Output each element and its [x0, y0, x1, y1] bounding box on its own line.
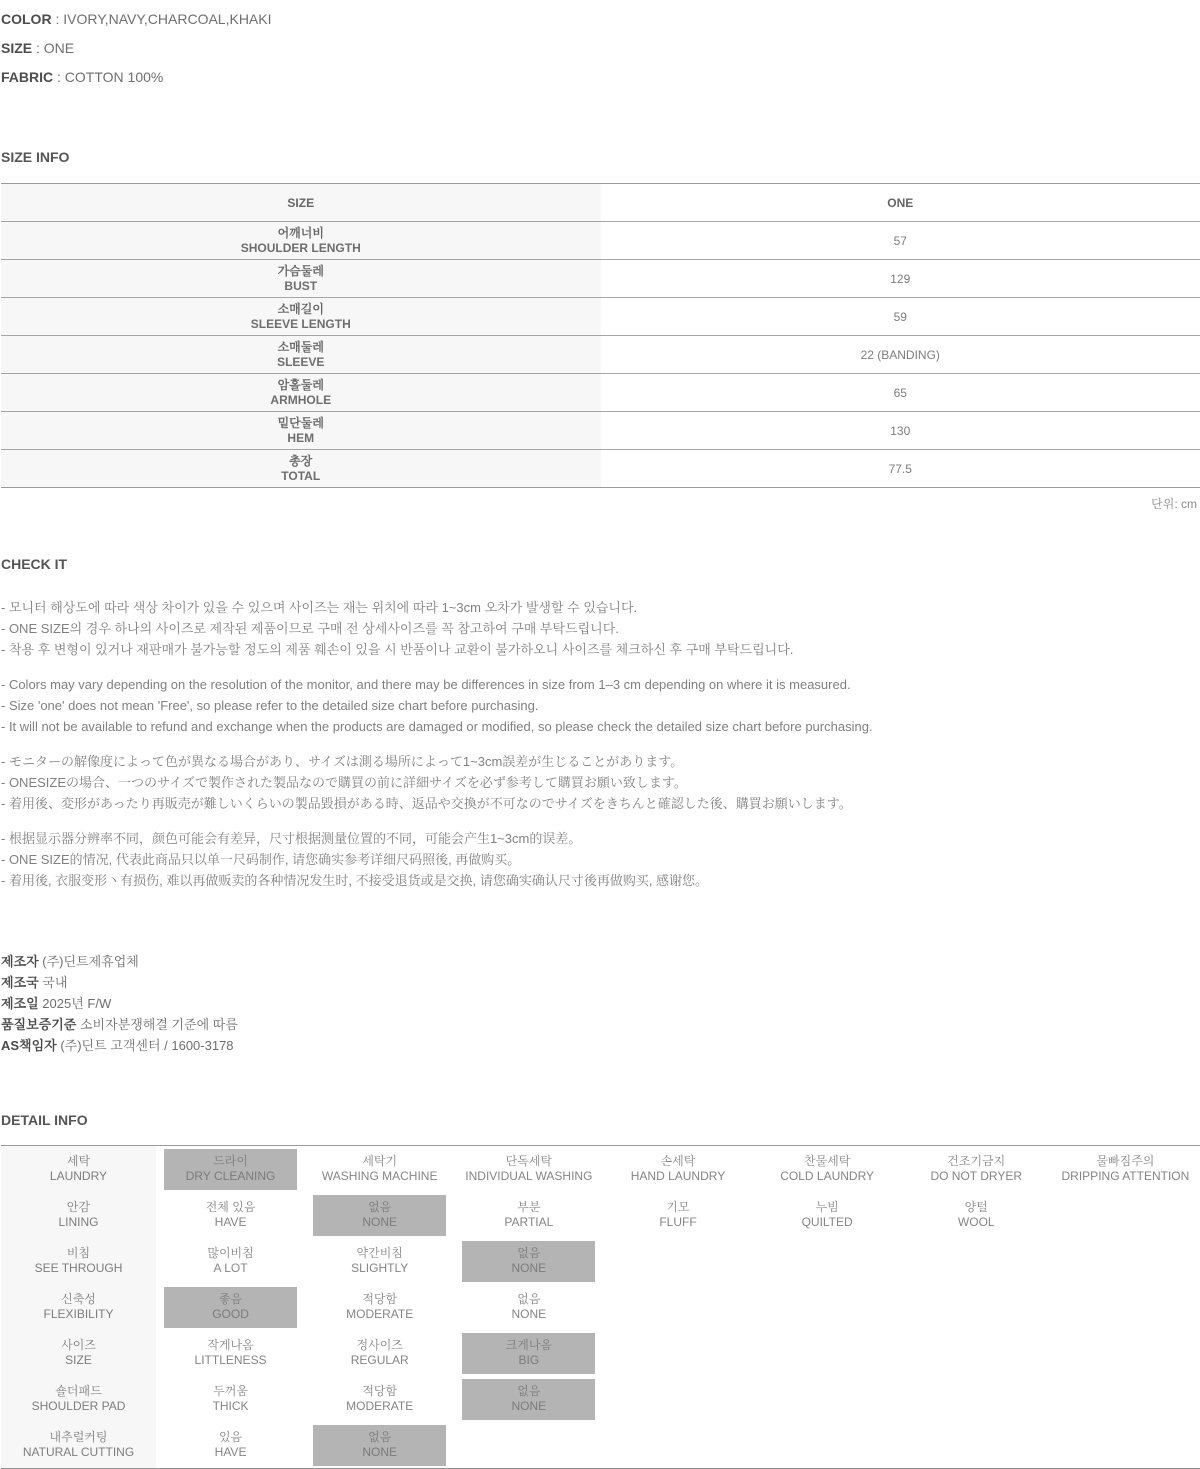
size-row-label-en: ARMHOLE — [1, 393, 601, 408]
detail-row-label-kr: 사이즈 — [61, 1338, 96, 1353]
detail-table-cell — [603, 1284, 752, 1330]
detail-table-cell — [156, 1330, 305, 1376]
detail-option-kr: 전체 있음 — [206, 1200, 256, 1215]
detail-table-cell — [603, 1238, 752, 1284]
detail-table-cell — [753, 1238, 902, 1284]
detail-info-table — [1, 1145, 1200, 1469]
detail-option-kr: 있음 — [219, 1430, 242, 1445]
size-row-label-en: HEM — [1, 431, 601, 446]
detail-table-row — [1, 1284, 1200, 1330]
check-it-notes — [1, 597, 1200, 891]
detail-option-en: BIG — [519, 1353, 540, 1368]
manufacturer-label: 품질보증기준 — [1, 1017, 76, 1032]
detail-option — [611, 1195, 744, 1236]
detail-row-label-kr: 내추럴커팅 — [50, 1430, 108, 1445]
manufacturer-info — [1, 951, 1200, 1056]
detail-option — [910, 1195, 1043, 1236]
detail-row-label-kr: 세탁 — [67, 1154, 90, 1169]
size-row-value-text: 22 (BANDING) — [601, 348, 1200, 362]
size-row-label — [1, 222, 601, 260]
detail-option-en: WASHING MACHINE — [322, 1169, 438, 1184]
size-row-label-kr: 밑단둘레 — [1, 416, 601, 431]
detail-option-selected — [313, 1195, 446, 1236]
check-it-paragraph — [1, 674, 1200, 737]
detail-table-row — [1, 1146, 1200, 1192]
detail-row-label-en: NATURAL CUTTING — [23, 1445, 134, 1460]
detail-option-en: NONE — [362, 1215, 397, 1230]
size-row-label — [1, 260, 601, 298]
detail-row-label — [1, 1192, 156, 1238]
size-table-row — [1, 260, 1200, 298]
size-table-row — [1, 222, 1200, 260]
detail-option-en: FLUFF — [659, 1215, 696, 1230]
size-table-row — [1, 298, 1200, 336]
size-table-header-one: ONE — [601, 184, 1200, 222]
manufacturer-label: AS책임자 — [1, 1038, 57, 1053]
detail-table-cell — [603, 1192, 752, 1238]
manufacturer-line: 제조일 2025년 F/W — [1, 993, 1200, 1014]
detail-option-en: NONE — [512, 1399, 547, 1414]
size-row-value-text: 65 — [601, 386, 1200, 400]
manufacturer-line: 제조국 국내 — [1, 972, 1200, 993]
detail-option-selected — [164, 1287, 297, 1328]
detail-option — [459, 1149, 598, 1190]
check-it-line: - ONE SIZE의 경우 하나의 사이즈로 제작된 제품이므로 구매 전 상세사이즈를 꼭 참고하여 구매 부탁드립니다. — [1, 618, 1200, 639]
detail-row-label-kr: 신축성 — [61, 1292, 96, 1307]
check-it-line: - 着用後、変形があったり再販売が難しいくらいの製品毀損がある時、返品や交換が不可なのでサイズをきちんと確認した後、購買お願いします。 — [1, 793, 1200, 814]
detail-option-en: QUILTED — [802, 1215, 853, 1230]
size-row-value-text: 57 — [601, 234, 1200, 248]
check-it-paragraph — [1, 597, 1200, 660]
size-row-value — [601, 450, 1200, 488]
detail-option — [1056, 1149, 1196, 1190]
size-row-label-en: BUST — [1, 279, 601, 294]
size-row-value — [601, 336, 1200, 374]
detail-table-cell — [305, 1146, 454, 1192]
detail-option — [313, 1149, 446, 1190]
size-table — [1, 183, 1200, 488]
detail-table-cell — [156, 1422, 305, 1468]
detail-option — [164, 1425, 297, 1466]
detail-option-kr: 정사이즈 — [357, 1338, 403, 1353]
detail-option — [761, 1149, 894, 1190]
manufacturer-label: 제조자 — [1, 954, 39, 969]
detail-option-kr: 두꺼움 — [213, 1384, 248, 1399]
detail-option-kr: 손세탁 — [661, 1154, 696, 1169]
size-row-label — [1, 336, 601, 374]
detail-table-cell — [902, 1376, 1051, 1422]
detail-table-cell — [305, 1284, 454, 1330]
size-row-value — [601, 374, 1200, 412]
detail-option-kr: 작게나옴 — [207, 1338, 253, 1353]
detail-table-cell — [902, 1330, 1051, 1376]
detail-row-label-en: SHOULDER PAD — [32, 1399, 126, 1414]
detail-option-en: COLD LAUNDRY — [780, 1169, 874, 1184]
detail-option-kr: 없음 — [517, 1384, 540, 1399]
detail-table-row — [1, 1238, 1200, 1284]
detail-table-cell — [603, 1146, 752, 1192]
detail-row-label-en: LAUNDRY — [50, 1169, 107, 1184]
size-row-label — [1, 374, 601, 412]
detail-option-kr: 단독세탁 — [506, 1154, 552, 1169]
detail-table-row — [1, 1192, 1200, 1238]
detail-table-cell — [1051, 1238, 1200, 1284]
size-row-label-en: SLEEVE — [1, 355, 601, 370]
detail-option-kr: 누빔 — [816, 1200, 839, 1215]
size-row-value — [601, 260, 1200, 298]
detail-table-cell — [753, 1192, 902, 1238]
detail-option-kr: 많이비침 — [207, 1246, 253, 1261]
size-row-label-en: SHOULDER LENGTH — [1, 241, 601, 256]
detail-option-selected — [462, 1379, 595, 1420]
detail-option-selected — [462, 1333, 595, 1374]
check-it-line: - Size 'one' does not mean 'Free', so please refer to the detailed size chart before purchasing. — [1, 695, 1200, 716]
detail-option-en: THICK — [213, 1399, 249, 1414]
detail-table-cell — [902, 1238, 1051, 1284]
detail-table-cell — [1051, 1284, 1200, 1330]
detail-option-kr: 찬물세탁 — [804, 1154, 850, 1169]
detail-table-cell — [305, 1330, 454, 1376]
product-meta-line: COLOR : IVORY,NAVY,CHARCOAL,KHAKI — [1, 5, 1200, 34]
detail-table-cell — [454, 1192, 603, 1238]
detail-table-cell — [902, 1192, 1051, 1238]
size-info-title: SIZE INFO — [1, 149, 1200, 166]
product-meta-label: SIZE — [1, 40, 32, 56]
check-it-paragraph — [1, 751, 1200, 814]
detail-option-kr: 부분 — [517, 1200, 540, 1215]
detail-table-cell — [753, 1284, 902, 1330]
manufacturer-line: 제조자 (주)딘트제휴업체 — [1, 951, 1200, 972]
size-table-row — [1, 336, 1200, 374]
size-table-row — [1, 450, 1200, 488]
detail-option — [164, 1333, 297, 1374]
detail-option-en: HAVE — [215, 1215, 247, 1230]
detail-option — [164, 1195, 297, 1236]
check-it-line: - Colors may vary depending on the resolution of the monitor, and there may be differences in size from 1–3 cm depending on where it is measured. — [1, 674, 1200, 695]
detail-option-kr: 크게나옴 — [506, 1338, 552, 1353]
detail-table-row — [1, 1330, 1200, 1376]
detail-table-cell — [156, 1238, 305, 1284]
detail-table-row — [1, 1422, 1200, 1468]
detail-option — [313, 1379, 446, 1420]
check-it-paragraph — [1, 828, 1200, 891]
detail-option-kr: 약간비침 — [357, 1246, 403, 1261]
detail-option — [761, 1195, 894, 1236]
detail-option-selected — [462, 1241, 595, 1282]
detail-row-label-kr: 숄더패드 — [55, 1384, 101, 1399]
check-it-line: - 着用後, 衣服变形丶有损伤, 难以再做贩卖的各种情况发生时, 不接受退货或是交换, 请您确实确认尺寸後再做购买, 感谢您。 — [1, 870, 1200, 891]
detail-option-en: SLIGHTLY — [351, 1261, 408, 1276]
size-table-header-row — [1, 184, 1200, 222]
detail-option-en: DO NOT DRYER — [930, 1169, 1022, 1184]
detail-table-cell — [454, 1376, 603, 1422]
size-row-label — [1, 450, 601, 488]
size-row-value-text: 59 — [601, 310, 1200, 324]
size-row-label-en: SLEEVE LENGTH — [1, 317, 601, 332]
detail-option-kr: 없음 — [368, 1430, 391, 1445]
detail-table-cell — [454, 1422, 603, 1468]
detail-option-kr: 건조기금지 — [947, 1154, 1005, 1169]
detail-option-en: INDIVIDUAL WASHING — [465, 1169, 592, 1184]
detail-option-kr: 물빠짐주의 — [1096, 1154, 1154, 1169]
detail-table-cell — [305, 1422, 454, 1468]
product-meta-line: FABRIC : COTTON 100% — [1, 63, 1200, 92]
detail-table-cell — [1051, 1376, 1200, 1422]
detail-row-label — [1, 1238, 156, 1284]
check-it-line: - ONE SIZE的情况, 代表此商品只以单一尺码制作, 请您确实参考详细尺码照後, 再做购买。 — [1, 849, 1200, 870]
size-row-label-kr: 암홀둘레 — [1, 378, 601, 393]
detail-table-cell — [1051, 1330, 1200, 1376]
detail-row-label-kr: 안감 — [67, 1200, 90, 1215]
detail-table-cell — [753, 1330, 902, 1376]
product-meta-label: FABRIC — [1, 69, 53, 85]
size-row-value-text: 129 — [601, 272, 1200, 286]
detail-option-en: HAVE — [215, 1445, 247, 1460]
detail-row-label — [1, 1284, 156, 1330]
detail-table-cell — [156, 1284, 305, 1330]
check-it-title: CHECK IT — [1, 556, 1200, 573]
size-row-label-kr: 가슴둘레 — [1, 264, 601, 279]
detail-table-row — [1, 1376, 1200, 1422]
detail-option-en: GOOD — [212, 1307, 249, 1322]
detail-table-cell — [454, 1284, 603, 1330]
detail-option — [611, 1149, 744, 1190]
detail-option-en: NONE — [512, 1307, 547, 1322]
detail-option — [313, 1333, 446, 1374]
detail-row-label — [1, 1330, 156, 1376]
detail-table-cell — [305, 1376, 454, 1422]
detail-table-cell — [454, 1238, 603, 1284]
manufacturer-label: 제조국 — [1, 975, 39, 990]
product-meta — [1, 5, 1200, 92]
detail-option-kr: 좋음 — [219, 1292, 242, 1307]
detail-option-kr: 양털 — [965, 1200, 988, 1215]
product-meta-label: COLOR — [1, 11, 52, 27]
size-row-value-text: 77.5 — [601, 462, 1200, 476]
detail-row-label-en: SIZE — [65, 1353, 92, 1368]
detail-option-kr: 적당함 — [362, 1292, 397, 1307]
detail-option-kr: 없음 — [517, 1246, 540, 1261]
detail-option-selected — [164, 1149, 297, 1190]
product-meta-line: SIZE : ONE — [1, 34, 1200, 63]
detail-option-en: MODERATE — [346, 1399, 413, 1414]
detail-option-en: DRY CLEANING — [186, 1169, 276, 1184]
detail-option-selected — [313, 1425, 446, 1466]
detail-table-cell — [1051, 1146, 1200, 1192]
detail-table-cell — [156, 1376, 305, 1422]
detail-table-cell — [305, 1238, 454, 1284]
detail-option-kr: 세탁기 — [362, 1154, 397, 1169]
detail-row-label — [1, 1376, 156, 1422]
detail-table-cell — [1051, 1422, 1200, 1468]
detail-table-cell — [753, 1422, 902, 1468]
detail-option — [462, 1287, 595, 1328]
size-table-header-size: SIZE — [1, 184, 601, 222]
detail-table-cell — [1051, 1192, 1200, 1238]
size-row-value — [601, 298, 1200, 336]
check-it-line: - 착용 후 변형이 있거나 재판매가 불가능할 정도의 제품 훼손이 있을 시 반품이나 교환이 불가하오니 사이즈를 체크하신 후 구매 부탁드립니다. — [1, 639, 1200, 660]
check-it-line: - モニターの解像度によって色が異なる場合があり、サイズは測る場所によって1~3cm誤差が生じることがあります。 — [1, 751, 1200, 772]
detail-row-label-en: FLEXIBILITY — [43, 1307, 113, 1322]
detail-option-en: NONE — [362, 1445, 397, 1460]
detail-table-cell — [156, 1192, 305, 1238]
check-it-line: - 모니터 해상도에 따라 색상 차이가 있을 수 있으며 사이즈는 재는 위치에 따라 1~3cm 오차가 발생할 수 있습니다. — [1, 597, 1200, 618]
detail-table-cell — [753, 1376, 902, 1422]
detail-table-cell — [454, 1146, 603, 1192]
size-row-label-en: TOTAL — [1, 469, 601, 484]
detail-row-label — [1, 1146, 156, 1192]
detail-option-kr: 기모 — [666, 1200, 689, 1215]
detail-row-label-en: SEE THROUGH — [35, 1261, 123, 1276]
size-row-label-kr: 어깨너비 — [1, 226, 601, 241]
detail-table-cell — [753, 1146, 902, 1192]
detail-option-en: WOOL — [958, 1215, 995, 1230]
detail-option-kr: 적당함 — [362, 1384, 397, 1399]
detail-table-cell — [454, 1330, 603, 1376]
detail-option — [462, 1195, 595, 1236]
check-it-line: - It will not be available to refund and exchange when the products are damaged or modified, so please check the detailed size chart before purchasing. — [1, 716, 1200, 737]
detail-info-title: DETAIL INFO — [1, 1112, 1200, 1129]
size-row-label-kr: 소매둘레 — [1, 340, 601, 355]
size-row-label — [1, 298, 601, 336]
size-row-label-kr: 총장 — [1, 454, 601, 469]
detail-row-label-kr: 비침 — [67, 1246, 90, 1261]
detail-table-cell — [902, 1146, 1051, 1192]
size-row-label — [1, 412, 601, 450]
detail-option-kr: 드라이 — [213, 1154, 248, 1169]
detail-option-en: HAND LAUNDRY — [631, 1169, 725, 1184]
detail-option — [910, 1149, 1043, 1190]
detail-option-en: NONE — [512, 1261, 547, 1276]
detail-option — [313, 1287, 446, 1328]
detail-option — [164, 1379, 297, 1420]
size-table-row — [1, 412, 1200, 450]
check-it-line: - 根据显示器分辨率不同，颜色可能会有差异，尺寸根据测量位置的不同，可能会产生1~3cm的误差。 — [1, 828, 1200, 849]
size-row-value — [601, 222, 1200, 260]
size-row-label-kr: 소매길이 — [1, 302, 601, 317]
detail-option-en: DRIPPING ATTENTION — [1062, 1169, 1190, 1184]
detail-table-cell — [902, 1284, 1051, 1330]
detail-option — [164, 1241, 297, 1282]
detail-row-label — [1, 1422, 156, 1468]
detail-option-kr: 없음 — [517, 1292, 540, 1307]
detail-option-en: LITTLENESS — [195, 1353, 267, 1368]
manufacturer-line: 품질보증기준 소비자분쟁해결 기준에 따름 — [1, 1014, 1200, 1035]
detail-row-label-en: LINING — [58, 1215, 98, 1230]
manufacturer-line: AS책임자 (주)딘트 고객센터 / 1600-3178 — [1, 1035, 1200, 1056]
detail-table-cell — [902, 1422, 1051, 1468]
size-row-value-text: 130 — [601, 424, 1200, 438]
detail-option — [313, 1241, 446, 1282]
manufacturer-label: 제조일 — [1, 996, 39, 1011]
detail-table-cell — [603, 1422, 752, 1468]
detail-option-kr: 없음 — [368, 1200, 391, 1215]
size-table-row — [1, 374, 1200, 412]
unit-note: 단위: cm — [1, 495, 1200, 512]
detail-option-en: REGULAR — [351, 1353, 409, 1368]
detail-option-en: MODERATE — [346, 1307, 413, 1322]
size-row-value — [601, 412, 1200, 450]
detail-option-en: A LOT — [214, 1261, 248, 1276]
detail-option-en: PARTIAL — [504, 1215, 553, 1230]
detail-table-cell — [603, 1376, 752, 1422]
check-it-line: - ONESIZEの場合、一つのサイズで製作された製品なので購買の前に詳細サイズを必ず参考して購買お願い致します。 — [1, 772, 1200, 793]
detail-table-cell — [603, 1330, 752, 1376]
detail-table-cell — [305, 1192, 454, 1238]
detail-table-cell — [156, 1146, 305, 1192]
